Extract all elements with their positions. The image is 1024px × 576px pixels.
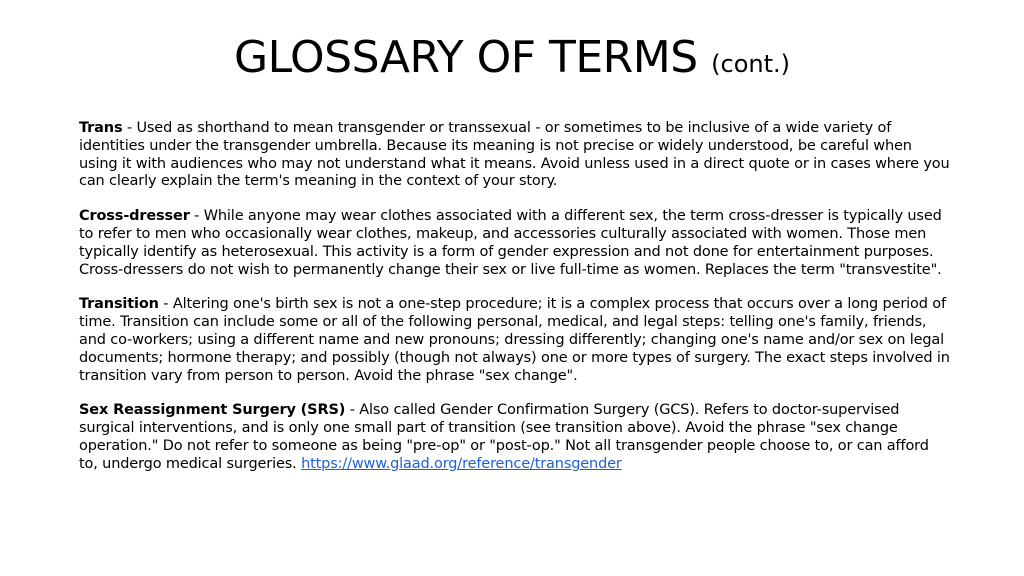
page-title bbox=[0, 30, 1024, 92]
title-text: GLOSSARY OF TERMS bbox=[234, 32, 698, 83]
title-suffix: (cont.) bbox=[711, 50, 790, 78]
term-transition: Transition bbox=[79, 296, 159, 313]
term-cross-dresser: Cross-dresser bbox=[79, 208, 190, 225]
term-srs: Sex Reassignment Surgery (SRS) bbox=[79, 402, 346, 419]
definition-srs: - Also called Gender Confirmation Surgery (GCS). Refers to doctor-supervised surgical interventions, and is only one small part of transition (see transition above). Avoid the phrase "sex change operation." Do not refer to someone as being "pre-op" or "post-op." Not all transgender people choose to, or can afford to, undergo medical surgeries. bbox=[79, 402, 929, 472]
glaad-reference-link[interactable]: https://www.glaad.org/reference/transgender bbox=[301, 455, 622, 472]
definition-cross-dresser: - While anyone may wear clothes associated with a different sex, the term cross-dresser is typically used to refer to men who occasionally wear clothes, makeup, and accessories culturally associated with women. Those men typically identify as heterosexual. This activity is a form of gender expression and not done for entertainment purposes. Cross-dressers do not wish to permanently change their sex or live full-time as women. Replaces the term "transvestite". bbox=[79, 208, 942, 278]
term-trans: Trans bbox=[79, 120, 123, 136]
glossary-entry-transition bbox=[79, 296, 951, 385]
glossary-entry-trans bbox=[79, 120, 951, 191]
glossary-entry-srs bbox=[79, 402, 951, 473]
definition-transition: - Altering one's birth sex is not a one-step procedure; it is a complex process that occurs over a long period of time. Transition can include some or all of the following personal, medical, and legal steps: telling one's family, friends, and co-workers; using a different name and new pronouns; dressing differently; changing one's name and/or sex on legal documents; hormone therapy; and possibly (though not always) one or more types of surgery. The exact steps involved in transition vary from person to person. Avoid the phrase "sex change". bbox=[79, 296, 950, 384]
glossary-entry-cross-dresser bbox=[79, 208, 951, 279]
definition-trans: - Used as shorthand to mean transgender or transsexual - or sometimes to be inclusive of a wide variety of identities under the transgender umbrella. Because its meaning is not precise or widely understood, be careful when using it with audiences who may not understand what it means. Avoid unless used in a direct quote or in cases where you can clearly explain the term's meaning in the context of your story. bbox=[79, 120, 950, 190]
glossary-body bbox=[79, 120, 951, 491]
